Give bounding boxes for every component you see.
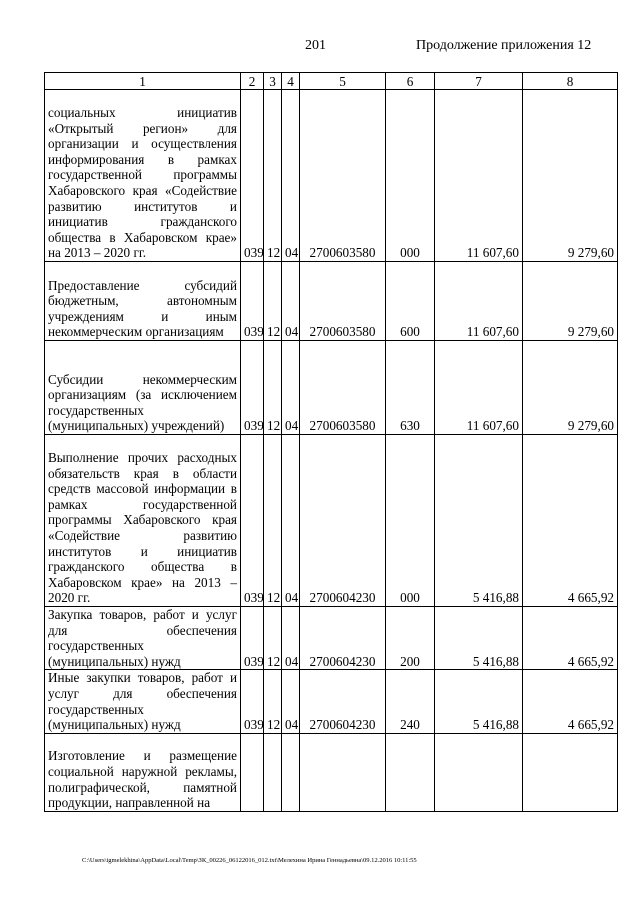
cell-expense-type: 630 [386,341,435,435]
row-name-cell [45,262,241,341]
row-name: социальных инициатив «Открытый регион» для организации и осуществления информирования в рамках государственной программы Хабаровского края «Содействие развитию институтов и инициатив гражданского общества в Хабаровском крае» на 2013 – 2020 гг. [48,105,237,261]
row-name: Закупка товаров, работ и услуг для обеспечения государственных (муниципальных) нужд [48,607,237,669]
column-header: 2 [241,73,264,90]
table-row [45,607,618,670]
table-row [45,341,618,435]
row-name: Выполнение прочих расходных обязательств края в области средств массовой информации в рамках государственной программы Хабаровского края «Содействие развитию институтов и инициатив гражданского общества в Хабаровском крае» на 2013 – 2020 гг. [48,450,237,606]
cell-amount-2: 4 665,92 [523,670,618,733]
continuation-caption: Продолжение приложения 12 [416,38,592,53]
column-header: 8 [523,73,618,90]
cell-expense-type: 240 [386,670,435,733]
row-name-cell [45,733,241,811]
column-header: 7 [435,73,523,90]
cell-section: 12 [264,262,282,341]
budget-table [44,72,618,812]
cell-section: 12 [264,670,282,733]
table-header-row [45,73,618,90]
cell-amount-1: 11 607,60 [435,262,523,341]
column-header: 3 [264,73,282,90]
cell-ministry-code: 039 [241,607,264,670]
cell-subsection: 04 [282,607,300,670]
row-name-cell [45,670,241,733]
cell-expense-type: 000 [386,435,435,607]
row-name-cell [45,607,241,670]
row-name-cell [45,435,241,607]
cell-target-article: 2700603580 [300,90,386,262]
cell-subsection: 04 [282,341,300,435]
cell-section: 12 [264,90,282,262]
cell-amount-1: 5 416,88 [435,670,523,733]
cell-subsection: 04 [282,670,300,733]
table-row [45,435,618,607]
cell-target-article: 2700604230 [300,607,386,670]
cell-expense-type: 000 [386,90,435,262]
table-row [45,262,618,341]
cell-expense-type: 600 [386,262,435,341]
cell-amount-1: 11 607,60 [435,90,523,262]
row-name: Субсидии некоммерческим организациям (за исключением государственных (муниципальных) учреждений) [48,371,237,434]
row-name: Предоставление субсидий бюджетным, автономным учреждениям и иным некоммерческим организациям [48,277,237,340]
document-path-footer: C:\Users\igmelekhina\AppData\Local\Temp\ЗК_00226_06122016_012.txt\Мелехина Ирина Геннадьевна\09.12.2016 10:11:55 [82,857,417,864]
table-row [45,670,618,733]
column-header: 5 [300,73,386,90]
cell-target-article: 2700604230 [300,435,386,607]
cell-amount-1: 5 416,88 [435,435,523,607]
cell-ministry-code: 039 [241,341,264,435]
cell-expense-type [386,733,435,811]
cell-ministry-code: 039 [241,670,264,733]
row-name-cell [45,90,241,262]
cell-amount-1 [435,733,523,811]
column-header: 6 [386,73,435,90]
cell-amount-2 [523,733,618,811]
cell-amount-2: 9 279,60 [523,262,618,341]
cell-ministry-code: 039 [241,435,264,607]
cell-subsection [282,733,300,811]
column-header: 4 [282,73,300,90]
cell-ministry-code: 039 [241,90,264,262]
cell-section: 12 [264,341,282,435]
cell-target-article: 2700604230 [300,670,386,733]
cell-target-article: 2700603580 [300,262,386,341]
cell-amount-2: 4 665,92 [523,435,618,607]
cell-ministry-code [241,733,264,811]
cell-amount-1: 5 416,88 [435,607,523,670]
cell-target-article [300,733,386,811]
page-number: 201 [305,38,326,53]
cell-section [264,733,282,811]
table-row [45,90,618,262]
column-header: 1 [45,73,241,90]
cell-expense-type: 200 [386,607,435,670]
cell-section: 12 [264,607,282,670]
row-name: Изготовление и размещение социальной наружной рекламы, полиграфической, памятной продукции, направленной на [48,748,237,811]
cell-amount-2: 9 279,60 [523,341,618,435]
cell-section: 12 [264,435,282,607]
cell-subsection: 04 [282,262,300,341]
row-name-cell [45,341,241,435]
cell-amount-2: 4 665,92 [523,607,618,670]
cell-amount-1: 11 607,60 [435,341,523,435]
cell-amount-2: 9 279,60 [523,90,618,262]
table-row [45,733,618,811]
cell-subsection: 04 [282,435,300,607]
cell-target-article: 2700603580 [300,341,386,435]
cell-subsection: 04 [282,90,300,262]
cell-ministry-code: 039 [241,262,264,341]
row-name: Иные закупки товаров, работ и услуг для обеспечения государственных (муниципальных) нужд [48,670,237,733]
